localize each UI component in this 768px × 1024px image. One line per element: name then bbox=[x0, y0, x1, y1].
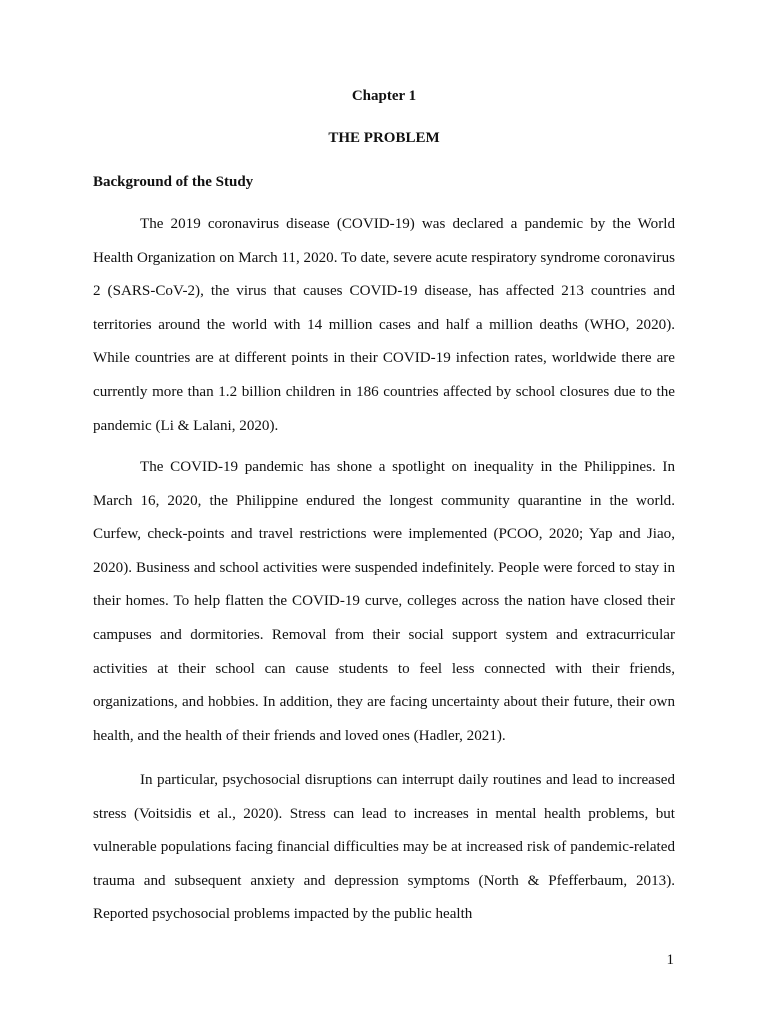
paragraph-3: In particular, psychosocial disruptions can interrupt daily routines and lead to increased stress (Voitsidis et al., 2020). Stress can lead to increases in mental health problems, but vulnerable populations facing financial difficulties may be at increased risk of pandemic-related trauma and subsequent anxiety and depression symptoms (North & Pfefferbaum, 2013). Reported psychosocial problems impacted by the public health bbox=[93, 772, 675, 923]
chapter-label: Chapter 1 bbox=[351, 88, 417, 104]
paragraph-1: The 2019 coronavirus disease (COVID-19) was declared a pandemic by the World Health Organization on March 11, 2020. To date, severe acute respiratory syndrome coronavirus 2 (SARS-CoV-2), the virus that causes COVID-19 disease, has affected 213 countries and territories around the world with 14 million cases and half a million deaths (WHO, 2020). While countries are at different points in their COVID-19 infection rates, worldwide there are currently more than 1.2 billion children in 186 countries affected by school closures due to the pandemic (Li & Lalani, 2020). bbox=[93, 216, 675, 434]
chapter-title: THE PROBLEM bbox=[328, 130, 440, 146]
page-number: 1 bbox=[666, 952, 674, 968]
section-heading: Background of the Study bbox=[93, 174, 254, 190]
paragraph-2: The COVID-19 pandemic has shone a spotlight on inequality in the Philippines. In March 16, 2020, the Philippine endured the longest community quarantine in the world. Curfew, check-points and travel restrictions were implemented (PCOO, 2020; Yap and Jiao, 2020). Business and school activities were suspended indefinitely. People were forced to stay in their homes. To help flatten the COVID-19 curve, colleges across the nation have closed their campuses and dormitories. Removal from their social support system and extracurricular activities at their school can cause students to feel less connected with their friends, organizations, and hobbies. In addition, they are facing uncertainty about their future, their own health, and the health of their friends and loved ones (Hadler, 2021). bbox=[93, 459, 675, 744]
